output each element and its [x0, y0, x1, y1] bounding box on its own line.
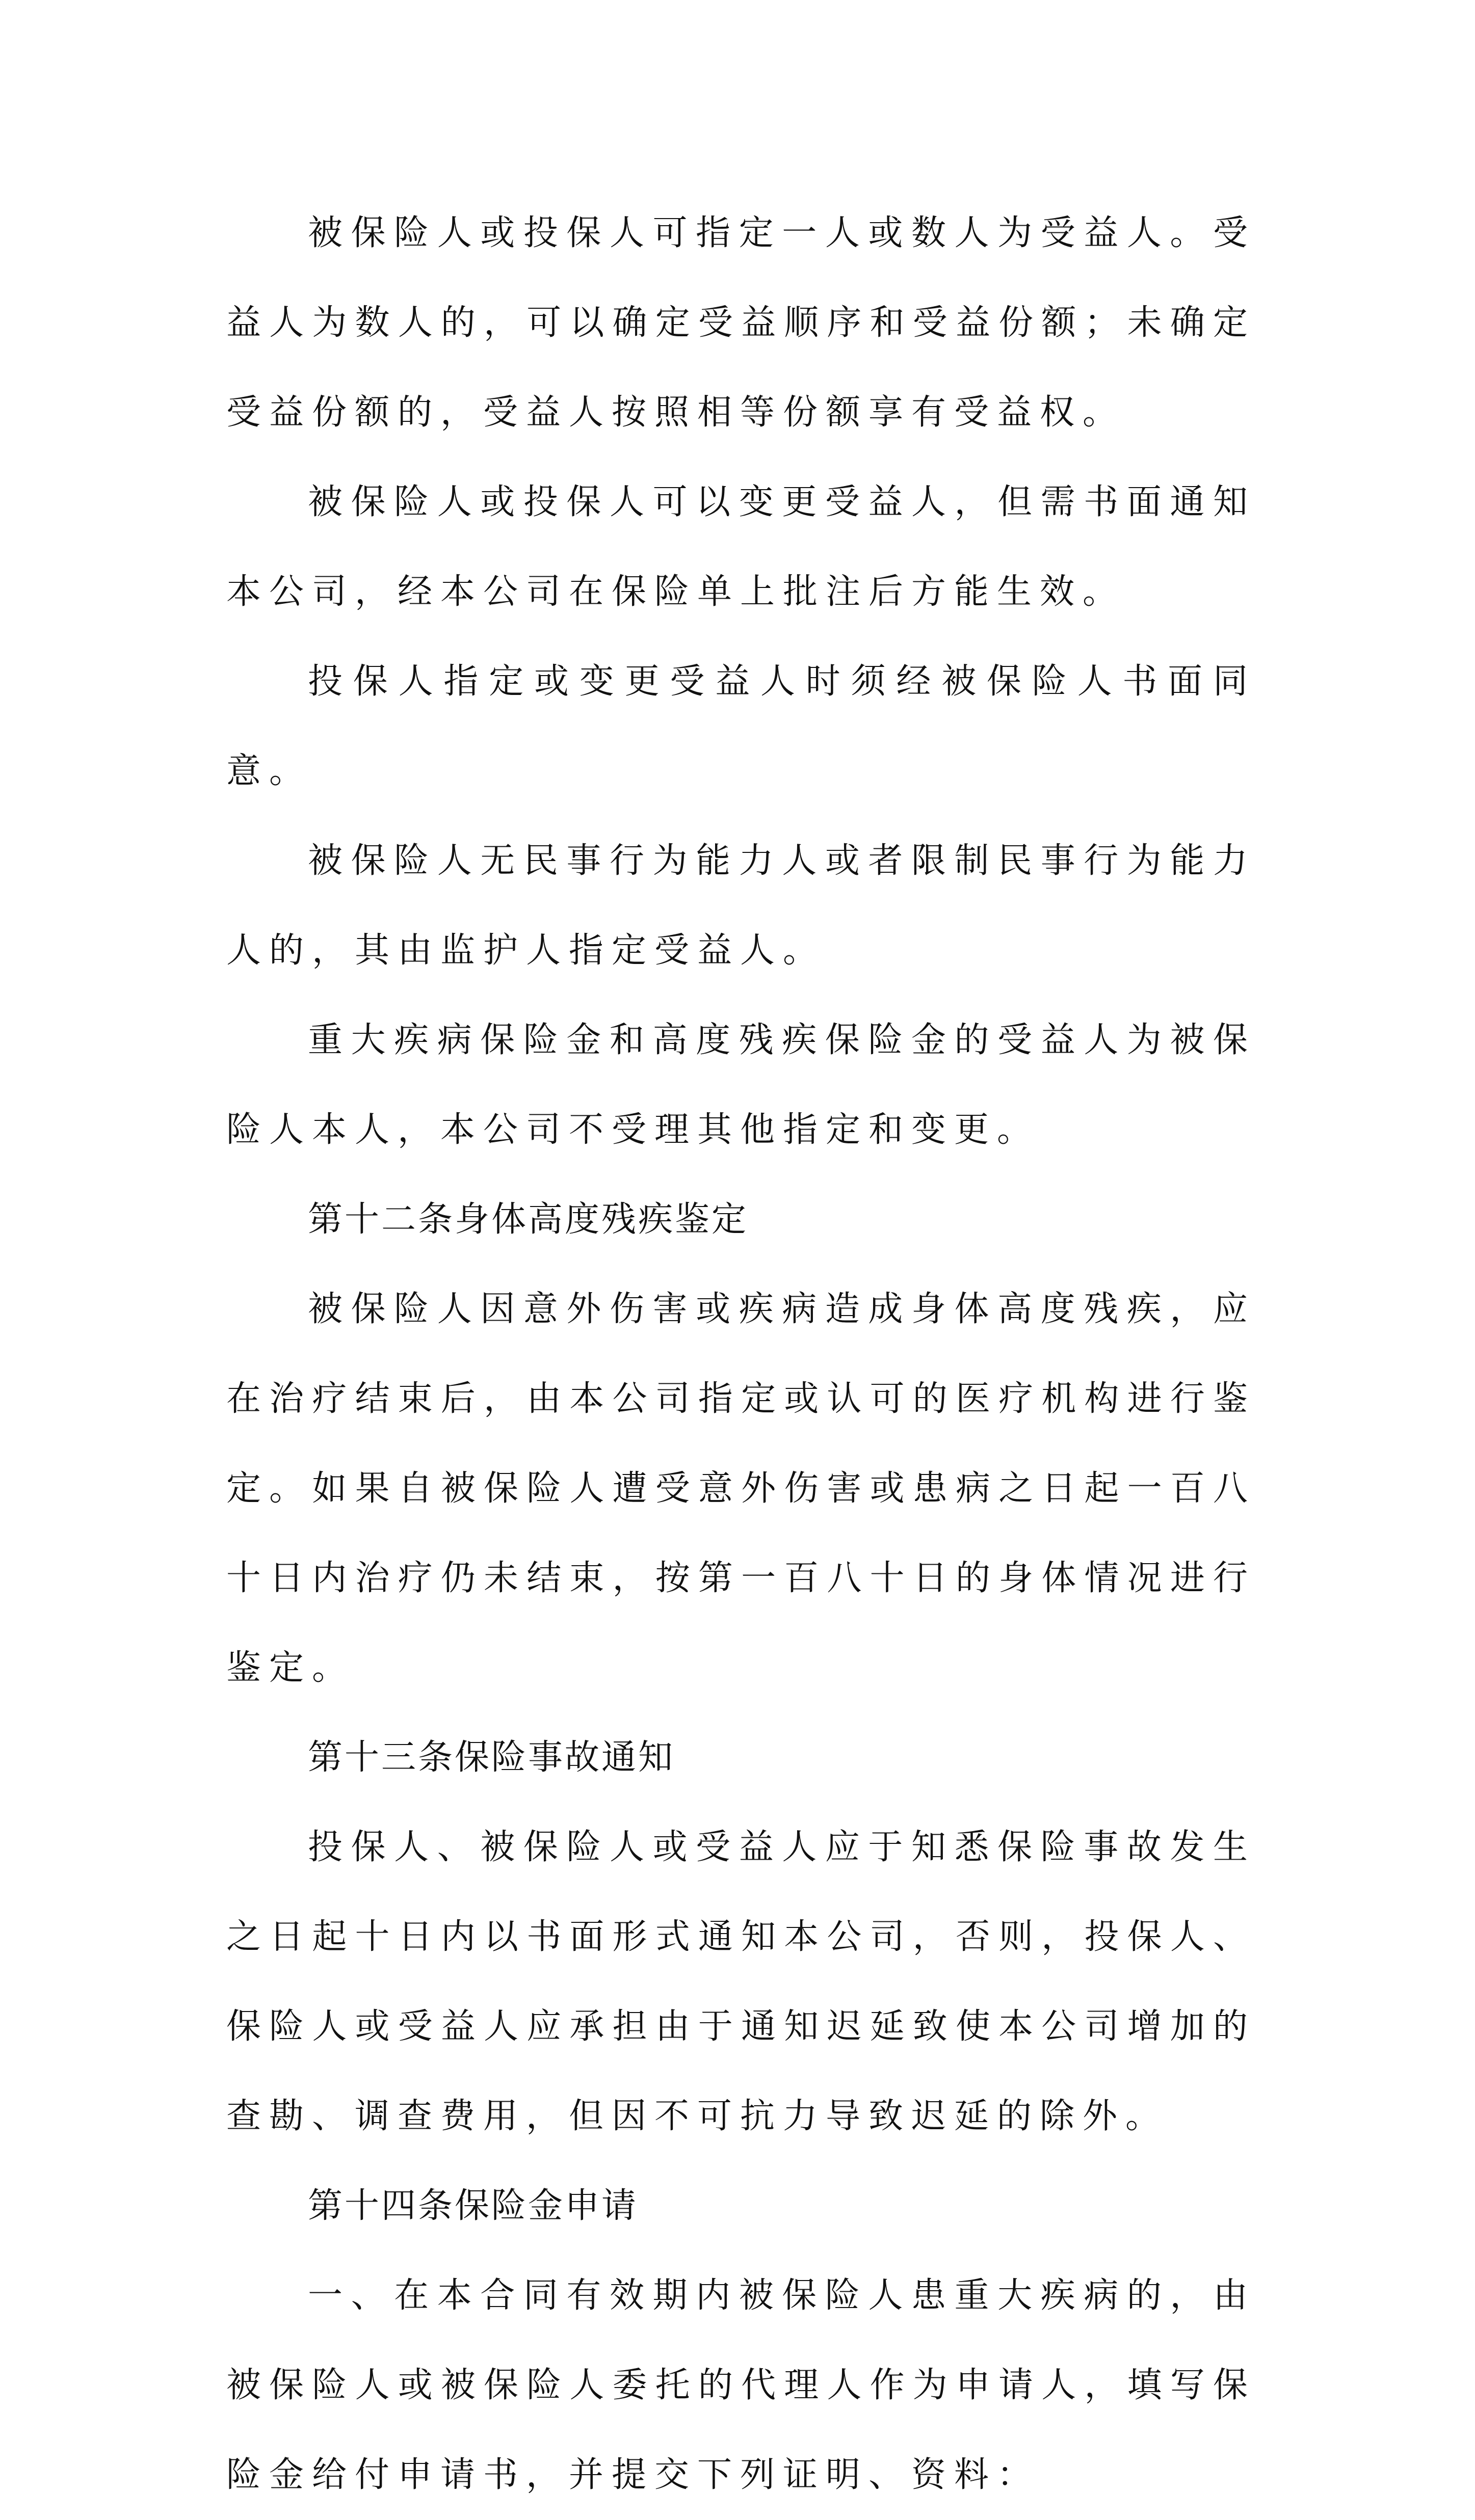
document-body — [226, 189, 1256, 2520]
article-13-heading: 第十三条保险事故通知 — [308, 1737, 675, 1778]
paragraph-critical-illness-beneficiary: 重大疾病保险金和高度残疾保险金的受益人为被保险人本人，本公司不受理其他指定和变更。 — [226, 1020, 1256, 1150]
paragraph-insured-consent: 投保人指定或变更受益人时须经被保险人书面同意。 — [226, 661, 1256, 791]
paragraph-beneficiary-change: 被保险人或投保人可以变更受益人，但需书面通知本公司，经本公司在保险单上批注后方能生效。 — [226, 482, 1256, 612]
paragraph-guardian-designation: 被保险人无民事行为能力人或者限制民事行为能力人的，其由监护人指定受益人。 — [226, 841, 1256, 971]
paragraph-beneficiary-designation: 被保险人或投保人可指定一人或数人为受益人。受益人为数人的，可以确定受益顺序和受益份额；未确定受益份额的，受益人按照相等份额享有受益权。 — [226, 213, 1256, 433]
paragraph-claim-application: 一、在本合同有效期内被保险人患重大疾病的，由被保险人或被保险人委托的代理人作为申请人，填写保险金给付申请书，并提交下列证明、资料： — [226, 2275, 1256, 2495]
paragraph-disability-assessment: 被保险人因意外伤害或疾病造成身体高度残疾，应在治疗结束后，由本公司指定或认可的医疗机构进行鉴定。如果自被保险人遭受意外伤害或患病之日起一百八十日内治疗仍未结束，按第一百八十日的身体情况进行鉴定。 — [226, 1289, 1256, 1688]
article-12-heading: 第十二条身体高度残疾鉴定 — [308, 1199, 749, 1240]
paragraph-accident-notification: 投保人、被保险人或受益人应于知悉保险事故发生之日起十日内以书面形式通知本公司，否则，投保人、保险人或受益人应承担由于通知迟延致使本公司增加的查勘、调查费用，但因不可抗力导致迟延的除外。 — [226, 1827, 1256, 2136]
article-14-heading: 第十四条保险金申请 — [308, 2186, 639, 2226]
